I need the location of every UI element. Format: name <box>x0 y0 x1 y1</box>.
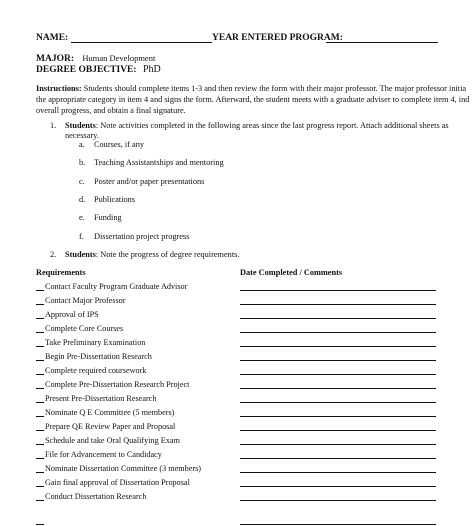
requirement-row <box>36 449 472 461</box>
date-comment-line[interactable] <box>240 458 436 459</box>
requirement-check-line[interactable] <box>36 430 44 431</box>
instructions-line-1: Instructions: Students should complete items 1-3 and then review the form with their major professor. The major professor initia <box>36 84 467 93</box>
item-1-text: Students: Note activities completed in the following areas since the last progress report. Attach additional sheets as <box>65 121 449 130</box>
requirement-label: Contact Faculty Program Graduate Advisor <box>45 282 188 291</box>
subitem-f-letter: f. <box>79 232 84 241</box>
requirement-label: File for Advancement to Candidacy <box>45 450 162 459</box>
requirement-row <box>36 407 472 419</box>
date-comment-line[interactable] <box>240 332 436 333</box>
instructions-line-3: overall progress, and obtain a final signature. <box>36 106 186 115</box>
requirement-check-line[interactable] <box>36 388 44 389</box>
requirement-row <box>36 421 472 433</box>
date-completed-header: Date Completed / Comments <box>240 268 343 277</box>
date-comment-line[interactable] <box>240 402 436 403</box>
subitem-e-text: Funding <box>94 213 122 222</box>
requirement-check-line[interactable] <box>36 318 44 319</box>
subitem-c-letter: c. <box>79 177 85 186</box>
requirement-label: Gain final approval of Dissertation Proposal <box>45 478 190 487</box>
degree-row <box>36 64 161 76</box>
subitem-c-text: Poster and/or paper presentations <box>94 177 205 186</box>
requirement-label: Contact Major Professor <box>45 296 126 305</box>
date-comment-line[interactable] <box>240 318 436 319</box>
requirement-check-line[interactable] <box>36 374 44 375</box>
item-1-number: 1. <box>50 121 57 130</box>
requirement-label: Complete Core Courses <box>45 324 124 333</box>
requirement-row <box>36 365 472 377</box>
requirement-check-line[interactable] <box>36 524 44 525</box>
requirement-check-line[interactable] <box>36 500 44 501</box>
degree-objective-value: PhD <box>142 64 161 75</box>
subitem-d-letter: d. <box>79 195 86 204</box>
subitem-e-letter: e. <box>79 213 85 222</box>
date-comment-line[interactable] <box>240 416 436 417</box>
requirement-row <box>36 491 472 503</box>
subitem-b-text: Teaching Assistantships and mentoring <box>94 158 224 167</box>
requirement-label: Nominate Dissertation Committee (3 members) <box>45 464 201 473</box>
name-label: NAME: <box>36 33 69 43</box>
requirement-row <box>36 309 472 321</box>
requirement-label: Schedule and take Oral Qualifying Exam <box>45 436 180 445</box>
date-comment-line[interactable] <box>240 304 436 305</box>
item-1-text-continued: necessary. <box>65 131 99 140</box>
major-label: MAJOR: <box>36 54 74 64</box>
subitem-d-text: Publications <box>94 195 136 204</box>
year-entered-field-line[interactable] <box>326 42 438 43</box>
name-field-line[interactable] <box>71 42 212 43</box>
requirement-check-line[interactable] <box>36 304 44 305</box>
requirement-row <box>36 351 472 363</box>
date-comment-line[interactable] <box>240 430 436 431</box>
requirement-label: Present Pre-Dissertation Research <box>45 394 157 403</box>
requirement-row <box>36 323 472 335</box>
requirement-row <box>36 295 472 307</box>
date-comment-line[interactable] <box>240 500 436 501</box>
requirement-label: Nominate Q E Committee (5 members) <box>45 408 175 417</box>
requirement-row <box>36 337 472 349</box>
requirement-label: Conduct Dissertation Research <box>45 492 147 501</box>
item-2-label: Students <box>65 250 96 259</box>
instructions-label: Instructions: <box>36 84 82 93</box>
requirement-check-line[interactable] <box>36 360 44 361</box>
requirement-check-line[interactable] <box>36 416 44 417</box>
clipped-requirement-row <box>36 518 474 526</box>
subitem-b-letter: b. <box>79 158 86 167</box>
requirement-label: Complete Pre-Dissertation Research Project <box>45 380 190 389</box>
date-comment-line[interactable] <box>240 524 436 525</box>
requirement-check-line[interactable] <box>36 472 44 473</box>
date-comment-line[interactable] <box>240 374 436 375</box>
requirement-check-line[interactable] <box>36 346 44 347</box>
requirement-check-line[interactable] <box>36 486 44 487</box>
requirement-label: Take Preliminary Examination <box>45 338 146 347</box>
subitem-a-letter: a. <box>79 140 85 149</box>
item-2-text: Students: Note the progress of degree requirements. <box>65 250 240 259</box>
subitem-a-text: Courses, if any <box>94 140 145 149</box>
date-comment-line[interactable] <box>240 388 436 389</box>
requirement-label: Prepare QE Review Paper and Proposal <box>45 422 176 431</box>
requirement-row <box>36 281 472 293</box>
requirement-check-line[interactable] <box>36 332 44 333</box>
instructions-line-2: the appropriate category in item 4 and signs the form. Afterward, the student meets with a graduate adviser to complete item 4, ind <box>36 95 470 104</box>
requirement-row <box>36 435 472 447</box>
requirement-check-line[interactable] <box>36 402 44 403</box>
date-comment-line[interactable] <box>240 444 436 445</box>
date-comment-line[interactable] <box>240 486 436 487</box>
requirement-row <box>36 379 472 391</box>
date-comment-line[interactable] <box>240 472 436 473</box>
requirement-label: Complete required coursework <box>45 366 147 375</box>
degree-objective-label: DEGREE OBJECTIVE: <box>36 65 137 75</box>
date-comment-line[interactable] <box>240 346 436 347</box>
requirement-label: Begin Pre-Dissertation Research <box>45 352 152 361</box>
requirement-check-line[interactable] <box>36 458 44 459</box>
requirement-row <box>36 393 472 405</box>
requirement-row <box>36 463 472 475</box>
item-1-label: Students <box>65 121 96 130</box>
item-2-number: 2. <box>50 250 57 259</box>
requirement-check-line[interactable] <box>36 444 44 445</box>
requirements-header: Requirements <box>36 268 86 277</box>
date-comment-line[interactable] <box>240 290 436 291</box>
requirement-row <box>36 477 472 489</box>
requirement-check-line[interactable] <box>36 290 44 291</box>
subitem-f-text: Dissertation project progress <box>94 232 190 241</box>
year-entered-label: YEAR ENTERED PROGRAM: <box>212 33 343 43</box>
requirement-label: Approval of IPS <box>45 310 99 319</box>
major-value: Human Development <box>82 53 156 63</box>
date-comment-line[interactable] <box>240 360 436 361</box>
